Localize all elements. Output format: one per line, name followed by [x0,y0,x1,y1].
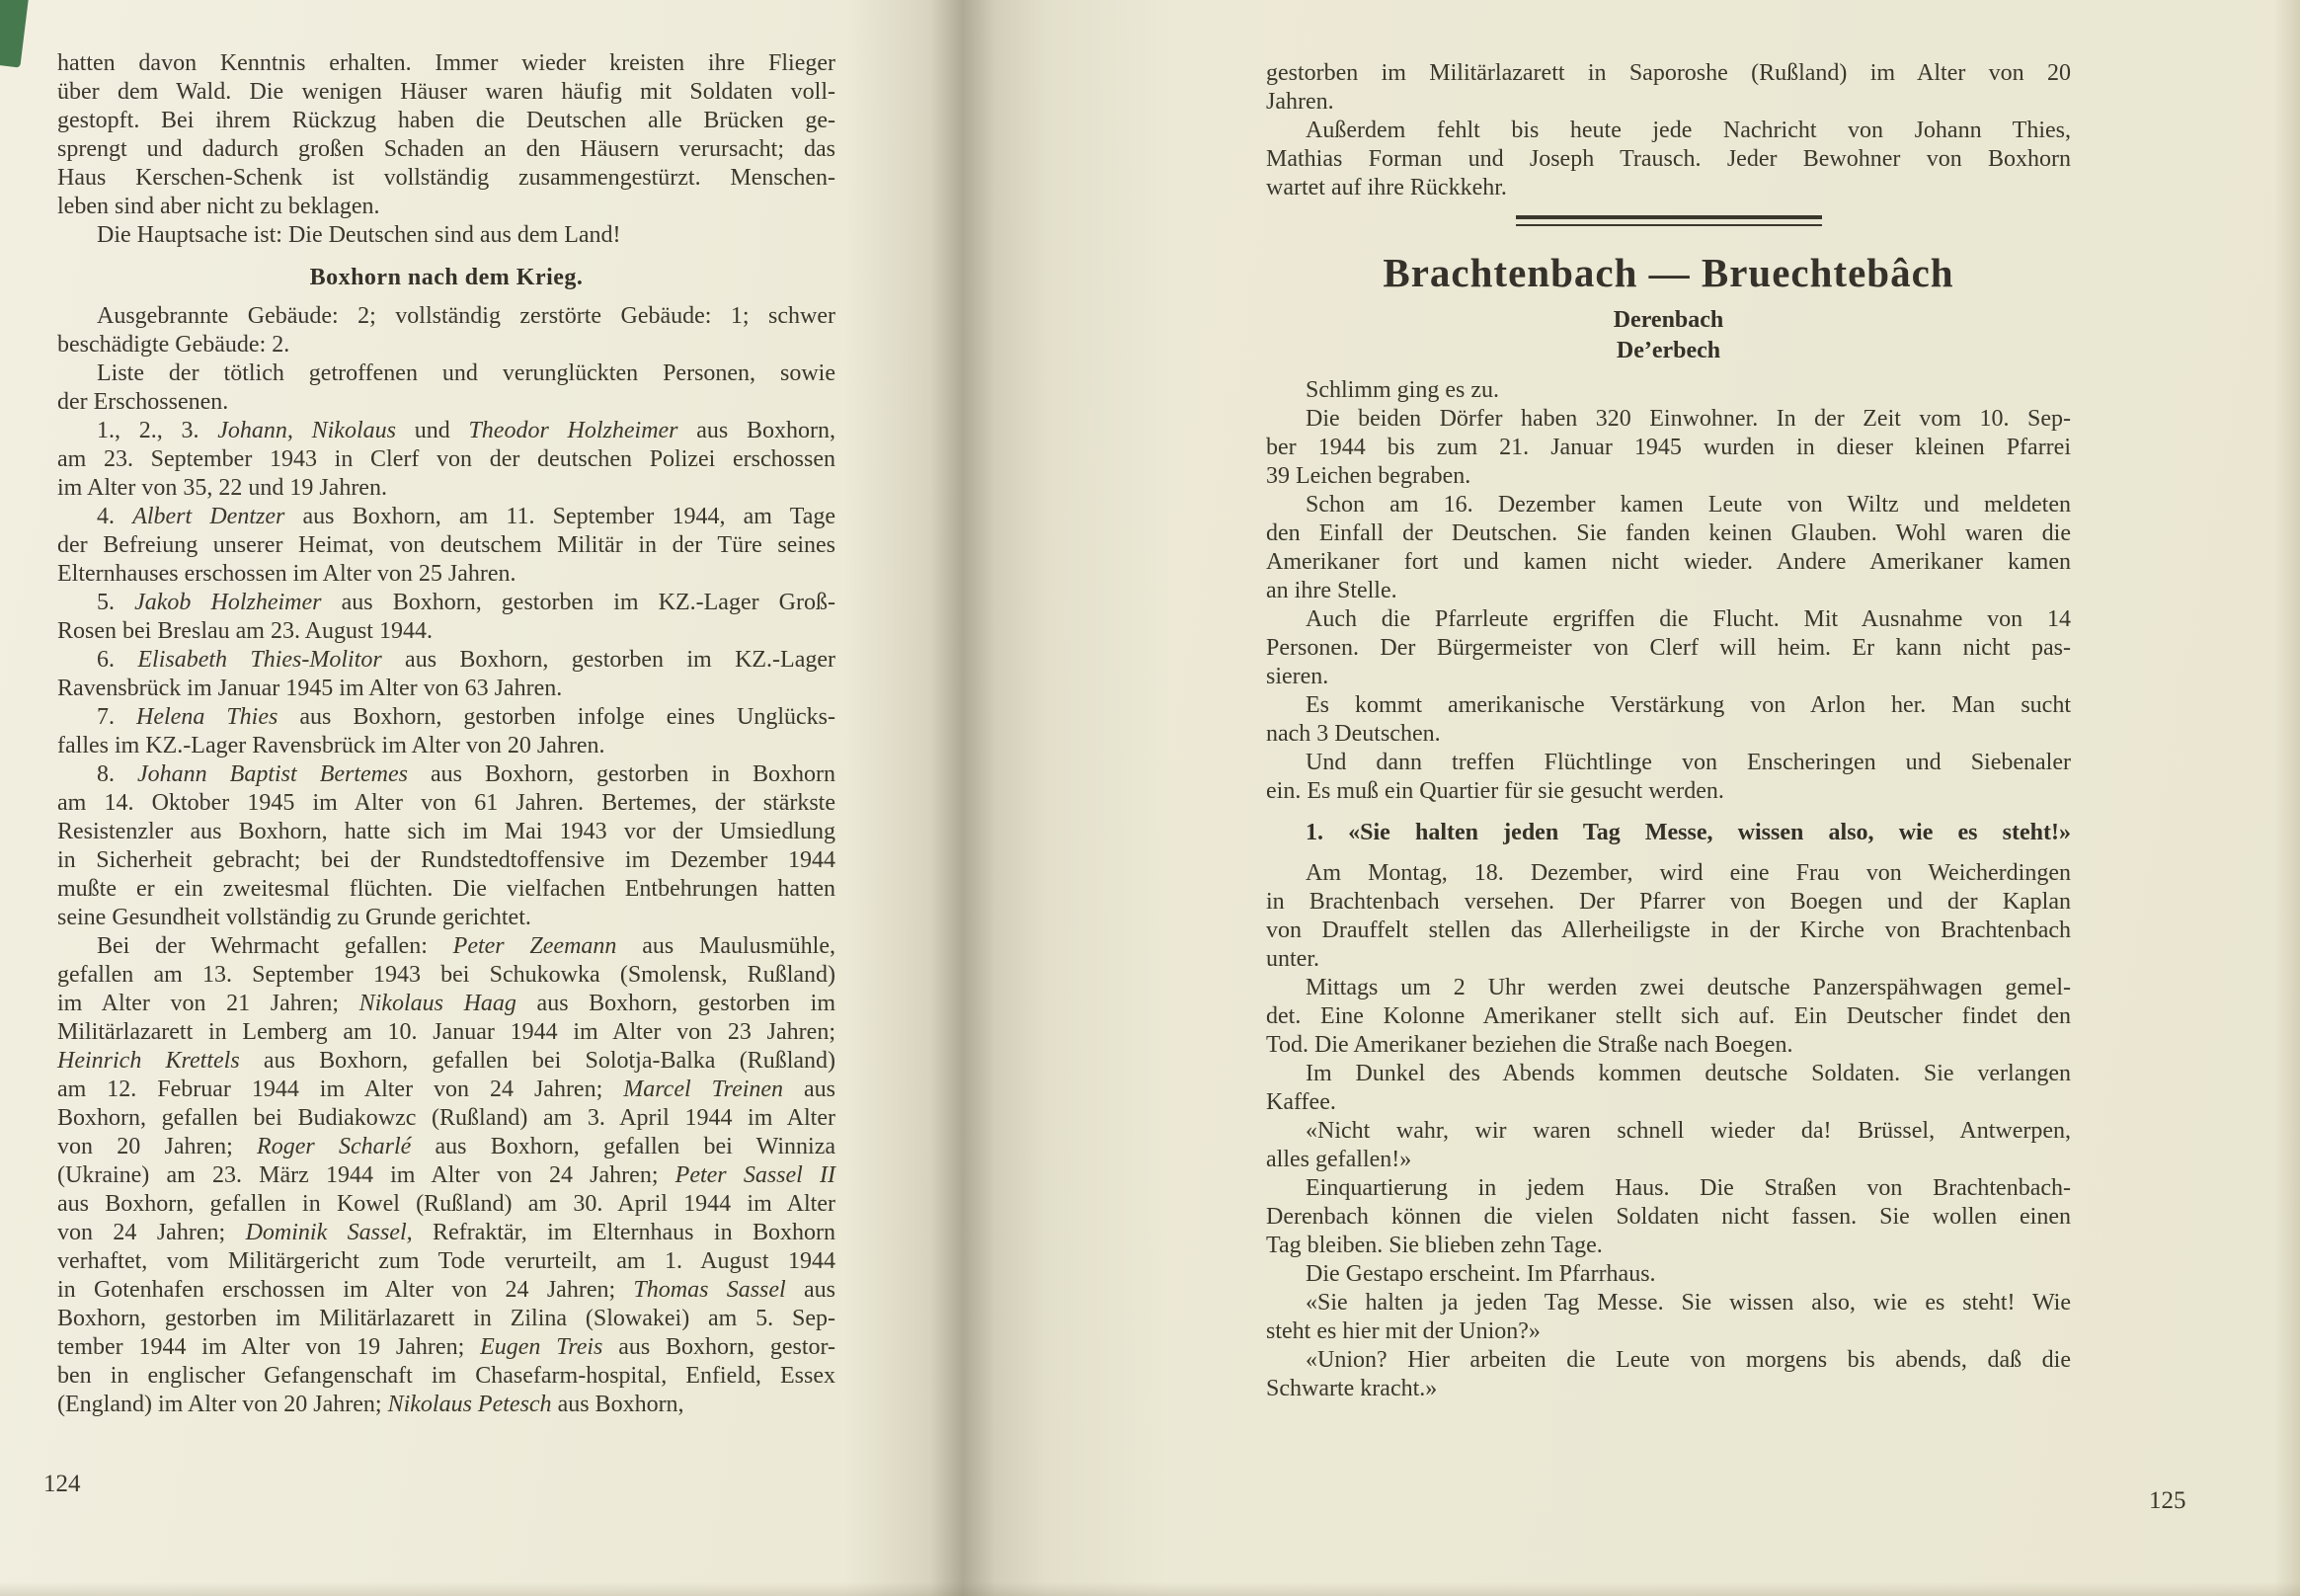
text-line: den Einfall der Deutschen. Sie fanden keinen Glauben. Wohl waren die [1266,520,2071,546]
text-line: Die Gestapo erscheint. Im Pfarrhaus. [1306,1261,1656,1287]
text-line: ber 1944 bis zum 21. Januar 1945 wurden in dieser kleinen Pfarrei [1266,435,2071,460]
text-line: Haus Kerschen-Schenk ist vollständig zusammengestürzt. Menschen- [57,165,835,191]
text-line: sieren. [1266,664,1329,689]
page-gutter-shadow [845,0,1171,1596]
text-line: im Alter von 21 Jahren; Nikolaus Haag aus Boxhorn, gestorben im [57,991,835,1016]
text-line: steht es hier mit der Union?» [1266,1318,1541,1344]
text-line: Personen. Der Bürgermeister von Clerf will heim. Er kann nicht pas- [1266,635,2071,661]
text-line: det. Eine Kolonne Amerikaner stellt sich auf. Ein Deutscher findet den [1266,1003,2071,1029]
text-line: Kaffee. [1266,1089,1336,1115]
numbered-subheading: 1. «Sie halten jeden Tag Messe, wissen also, wie es steht!» [1306,820,2071,845]
paragraph [1266,749,2071,806]
text-line: Mathias Forman und Joseph Trausch. Jeder Bewohner von Boxhorn [1266,146,2071,172]
text-line: Elternhauses erschossen im Alter von 25 Jahren. [57,561,516,587]
paragraph [1266,1060,2071,1117]
text-line: Amerikaner fort und kamen nicht wieder. Andere Amerikaner kamen [1266,549,2071,575]
text-line: Am Montag, 18. Dezember, wird eine Frau von Weicherdingen [1306,860,2071,886]
subtitle: Derenbach [1613,307,1724,333]
text-line: sprengt und dadurch großen Schaden an den Häusern verursacht; das [57,136,835,162]
paragraph [1266,491,2071,605]
text-line: hatten davon Kenntnis erhalten. Immer wieder kreisten ihre Flieger [57,50,835,76]
text-line: leben sind aber nicht zu beklagen. [57,194,380,219]
text-line: Boxhorn, gefallen bei Budiakowzc (Rußland) am 3. April 1944 im Alter [57,1105,835,1131]
text-line: Heinrich Krettels aus Boxhorn, gefallen bei Solotja-Balka (Rußland) [57,1048,836,1074]
text-line: alles gefallen!» [1266,1147,1412,1172]
paragraph [57,49,835,221]
text-line: unter. [1266,946,1319,972]
paragraph [1266,376,2071,405]
text-line: Derenbach können die vielen Soldaten nicht fassen. Sie wollen einen [1266,1204,2071,1230]
paragraph [57,302,835,359]
paragraph [1266,605,2071,691]
text-line: der Befreiung unserer Heimat, von deutschem Militär in der Türe seines [57,532,835,558]
paragraph [1266,859,2071,974]
paragraph [1266,1346,2071,1403]
page-number-left: 124 [43,1471,81,1497]
section-heading: Boxhorn nach dem Krieg. [309,265,584,290]
text-line: «Nicht wahr, wir waren schnell wieder da! Brüssel, Antwerpen, [1306,1118,2071,1144]
scan-right-edge-shading [2274,0,2300,1596]
text-line: Militärlazarett in Lemberg am 10. Januar 1944 im Alter von 23 Jahren; [57,1019,835,1045]
text-line: tember 1944 im Alter von 19 Jahren; Eugen Treis aus Boxhorn, gestor- [57,1334,836,1360]
text-line: 5. Jakob Holzheimer aus Boxhorn, gestorben im KZ.-Lager Groß- [97,590,835,615]
section-divider-rule [1516,215,1822,226]
text-line: der Erschossenen. [57,389,229,415]
text-line: Die beiden Dörfer haben 320 Einwohner. In der Zeit vom 10. Sep- [1306,406,2071,432]
text-line: am 23. September 1943 in Clerf von der deutschen Polizei erschossen [57,446,835,472]
paragraph [1266,1289,2071,1346]
scan-bottom-edge-shading [0,1582,2300,1596]
text-line: 39 Leichen begraben. [1266,463,1471,489]
text-line: Außerdem fehlt bis heute jede Nachricht von Johann Thies, [1306,118,2071,143]
text-line: Liste der tötlich getroffenen und verunglückten Personen, sowie [97,360,835,386]
text-line: mußte er ein zweitesmal flüchten. Die vielfachen Entbehrungen hatten [57,876,835,902]
text-line: gestorben im Militärlazarett in Saporoshe (Rußland) im Alter von 20 [1266,60,2071,86]
text-line: gefallen am 13. September 1943 bei Schukowka (Smolensk, Rußland) [57,962,835,988]
paragraph [1266,1260,2071,1289]
text-line: falles im KZ.-Lager Ravensbrück im Alter von 20 Jahren. [57,733,605,758]
text-line: seine Gesundheit vollständig zu Grunde gerichtet. [57,905,531,930]
paragraph [1266,59,2071,117]
text-line: an ihre Stelle. [1266,578,1397,603]
text-line: verhaftet, vom Militärgericht zum Tode verurteilt, am 1. August 1944 [57,1248,835,1274]
text-line: Schwarte kracht.» [1266,1376,1438,1401]
text-line: Jahren. [1266,89,1334,115]
paragraph [57,932,835,1419]
text-line: 1., 2., 3. Johann, Nikolaus und Theodor Holzheimer aus Boxhorn, [97,418,836,443]
text-line: (England) im Alter von 20 Jahren; Nikolaus Petesch aus Boxhorn, [57,1392,684,1417]
text-line: Bei der Wehrmacht gefallen: Peter Zeemann aus Maulusmühle, [97,933,835,959]
text-line: aus Boxhorn, gefallen in Kowel (Rußland) am 30. April 1944 im Alter [57,1191,835,1217]
text-line: von Drauffelt stellen das Allerheiligste in der Kirche von Brachtenbach [1266,918,2071,943]
page-number-right: 125 [2149,1487,2186,1514]
chapter-title: Brachtenbach — Bruechtebâch [1383,250,1954,295]
text-line: wartet auf ihre Rückkehr. [1266,175,1507,200]
text-line: 7. Helena Thies aus Boxhorn, gestorben infolge eines Unglücks- [97,704,835,730]
text-line: Die Hauptsache ist: Die Deutschen sind aus dem Land! [97,222,621,248]
text-line: gestopft. Bei ihrem Rückzug haben die Deutschen alle Brücken ge- [57,108,835,133]
paragraph [1266,117,2071,202]
paragraph [1266,1117,2071,1174]
paragraph [1266,405,2071,491]
text-line: 6. Elisabeth Thies-Molitor aus Boxhorn, gestorben im KZ.-Lager [97,647,836,673]
text-line: Einquartierung in jedem Haus. Die Straßen von Brachtenbach- [1306,1175,2071,1201]
text-line: am 12. Februar 1944 im Alter von 24 Jahren; Marcel Treinen aus [57,1077,835,1102]
subtitle: De’erbech [1616,338,1721,363]
text-line: nach 3 Deutschen. [1266,721,1441,747]
paragraph [1266,974,2071,1060]
text-line: «Union? Hier arbeiten die Leute von morgens bis abends, daß die [1306,1347,2071,1373]
text-line: von 20 Jahren; Roger Scharlé aus Boxhorn, gefallen bei Winniza [57,1134,835,1159]
text-line: Tag bleiben. Sie blieben zehn Tage. [1266,1233,1603,1258]
text-line: ein. Es muß ein Quartier für sie gesucht werden. [1266,778,1724,804]
paragraph [1266,1174,2071,1260]
paragraph [57,589,835,646]
text-line: 8. Johann Baptist Bertemes aus Boxhorn, gestorben in Boxhorn [97,761,836,787]
text-line: Schlimm ging es zu. [1306,377,1499,403]
paragraph [57,703,835,760]
text-line: in Brachtenbach versehen. Der Pfarrer von Boegen und der Kaplan [1266,889,2071,915]
paragraph [57,221,835,250]
right-page [1266,59,2071,1403]
paragraph [57,417,835,503]
scan-corner-artifact [0,0,30,68]
text-line: in Sicherheit gebracht; bei der Rundstedtoffensive im Dezember 1944 [57,847,835,873]
text-line: Schon am 16. Dezember kamen Leute von Wiltz und meldeten [1306,492,2071,518]
text-line: «Sie halten ja jeden Tag Messe. Sie wissen also, wie es steht! Wie [1306,1290,2071,1316]
text-line: Im Dunkel des Abends kommen deutsche Soldaten. Sie verlangen [1306,1061,2071,1086]
text-line: Mittags um 2 Uhr werden zwei deutsche Panzerspähwagen gemel- [1306,975,2071,1000]
left-page [57,49,835,1419]
text-line: Ausgebrannte Gebäude: 2; vollständig zerstörte Gebäude: 1; schwer [97,303,835,329]
text-line: Tod. Die Amerikaner beziehen die Straße nach Boegen. [1266,1032,1793,1058]
text-line: ben in englischer Gefangenschaft im Chasefarm-hospital, Enfield, Essex [57,1363,835,1389]
text-line: am 14. Oktober 1945 im Alter von 61 Jahren. Bertemes, der stärkste [57,790,835,816]
paragraph [57,359,835,417]
text-line: Boxhorn, gestorben im Militärlazarett in Zilina (Slowakei) am 5. Sep- [57,1306,835,1331]
paragraph [57,503,835,589]
text-line: Auch die Pfarrleute ergriffen die Flucht. Mit Ausnahme von 14 [1306,606,2071,632]
text-line: über dem Wald. Die wenigen Häuser waren häufig mit Soldaten voll- [57,79,835,105]
text-line: in Gotenhafen erschossen im Alter von 24 Jahren; Thomas Sassel aus [57,1277,835,1303]
text-line: (Ukraine) am 23. März 1944 im Alter von 24 Jahren; Peter Sassel II [57,1162,835,1188]
paragraph [57,646,835,703]
text-line: von 24 Jahren; Dominik Sassel, Refraktär, im Elternhaus in Boxhorn [57,1220,836,1245]
paragraph [1266,691,2071,749]
text-line: im Alter von 35, 22 und 19 Jahren. [57,475,387,501]
text-line: Es kommt amerikanische Verstärkung von Arlon her. Man sucht [1306,692,2071,718]
text-line: Rosen bei Breslau am 23. August 1944. [57,618,433,644]
paragraph [57,760,835,932]
text-line: Und dann treffen Flüchtlinge von Enscheringen und Siebenaler [1306,750,2071,775]
text-line: 4. Albert Dentzer aus Boxhorn, am 11. September 1944, am Tage [97,504,835,529]
text-line: beschädigte Gebäude: 2. [57,332,290,358]
text-line: Ravensbrück im Januar 1945 im Alter von 63 Jahren. [57,676,563,701]
text-line: Resistenzler aus Boxhorn, hatte sich im Mai 1943 vor der Umsiedlung [57,819,835,844]
